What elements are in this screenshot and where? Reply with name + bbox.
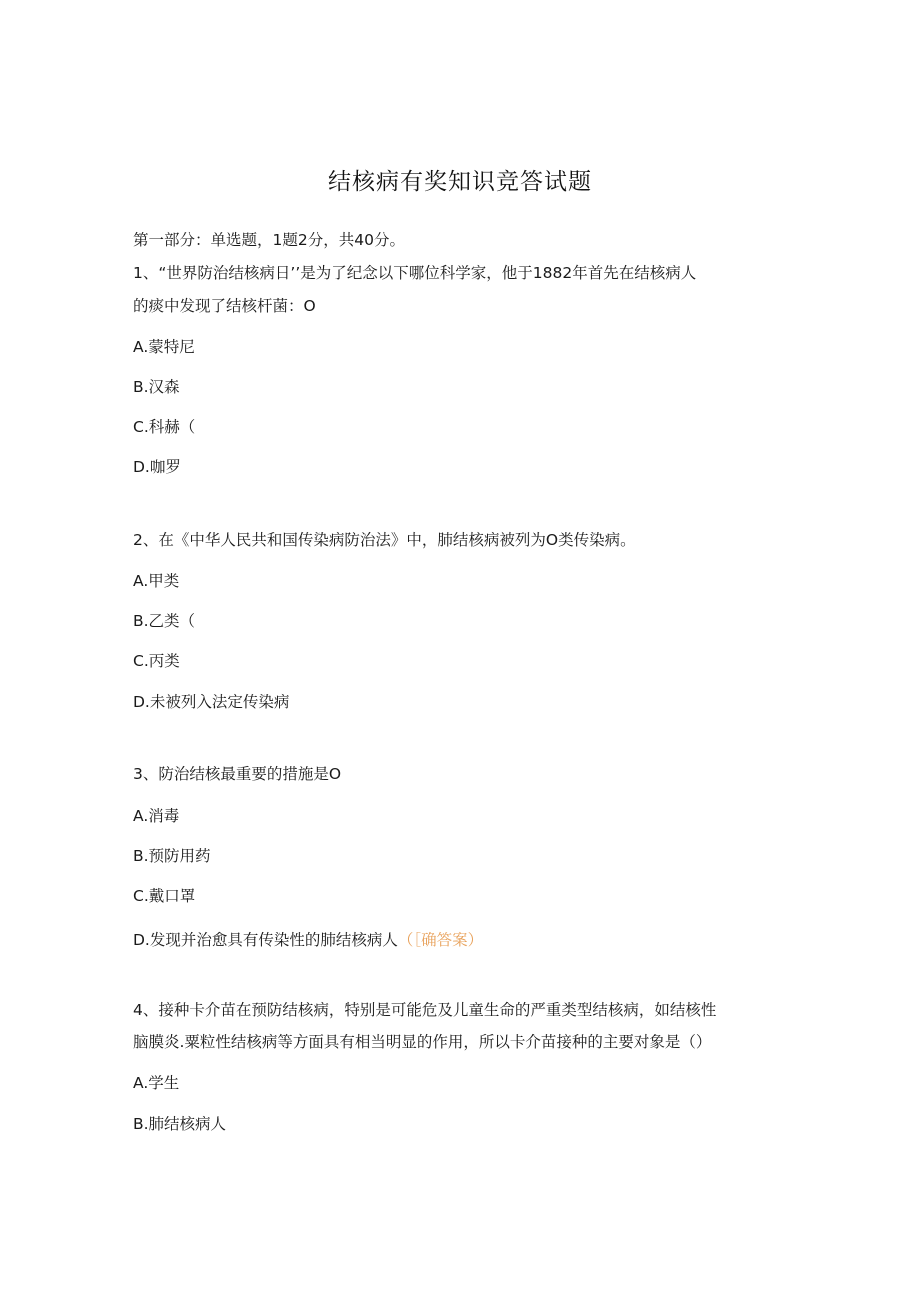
question-2-option-a: A.甲类 <box>133 572 180 590</box>
question-1-option-b: B.汉森 <box>133 378 180 396</box>
question-1-option-d: D.咖罗 <box>133 458 181 476</box>
question-1-option-c: C.科赫（ <box>133 418 196 436</box>
question-3-option-a: A.消毒 <box>133 807 180 825</box>
question-4-option-a: A.学生 <box>133 1074 180 1092</box>
question-3-option-b: B.预防用药 <box>133 847 211 865</box>
question-4-option-b: B.肺结核病人 <box>133 1115 227 1133</box>
question-1-stem-line-2: 的痰中发现了结核杆菌：O <box>133 297 316 315</box>
question-2-option-d: D.未被列入法定传染病 <box>133 693 290 711</box>
question-2-stem: 2、在《中华人民共和国传染病防治法》中，肺结核病被列为O类传染病。 <box>133 531 636 549</box>
question-3-option-d: D.发现并治愈具有传染性的肺结核病人 <box>133 931 398 949</box>
question-3-option-c: C.戴口罩 <box>133 887 196 905</box>
question-3-option-d-row <box>133 930 483 950</box>
question-3-stem: 3、防治结核最重要的措施是O <box>133 765 342 783</box>
question-1-option-a: A.蒙特尼 <box>133 338 195 356</box>
question-4-stem-line-2: 脑膜炎.粟粒性结核病等方面具有相当明显的作用，所以卡介苗接种的主要对象是（） <box>133 1033 712 1051</box>
section-header: 第一部分：单选题，1题2分，共40分。 <box>133 231 405 249</box>
question-1-stem-line-1: 1、“世界防治结核病日’’是为了纪念以下哪位科学家，他于1882年首先在结核病人 <box>133 264 697 282</box>
answer-hint: （［确答案） <box>397 931 484 949</box>
question-2-option-b: B.乙类（ <box>133 612 196 630</box>
question-4-stem-line-1: 4、接种卡介苗在预防结核病，特别是可能危及儿童生命的严重类型结核病，如结核性 <box>133 1001 717 1019</box>
document-title: 结核病有奖知识竞答试题 <box>328 169 592 195</box>
question-2-option-c: C.丙类 <box>133 652 180 670</box>
